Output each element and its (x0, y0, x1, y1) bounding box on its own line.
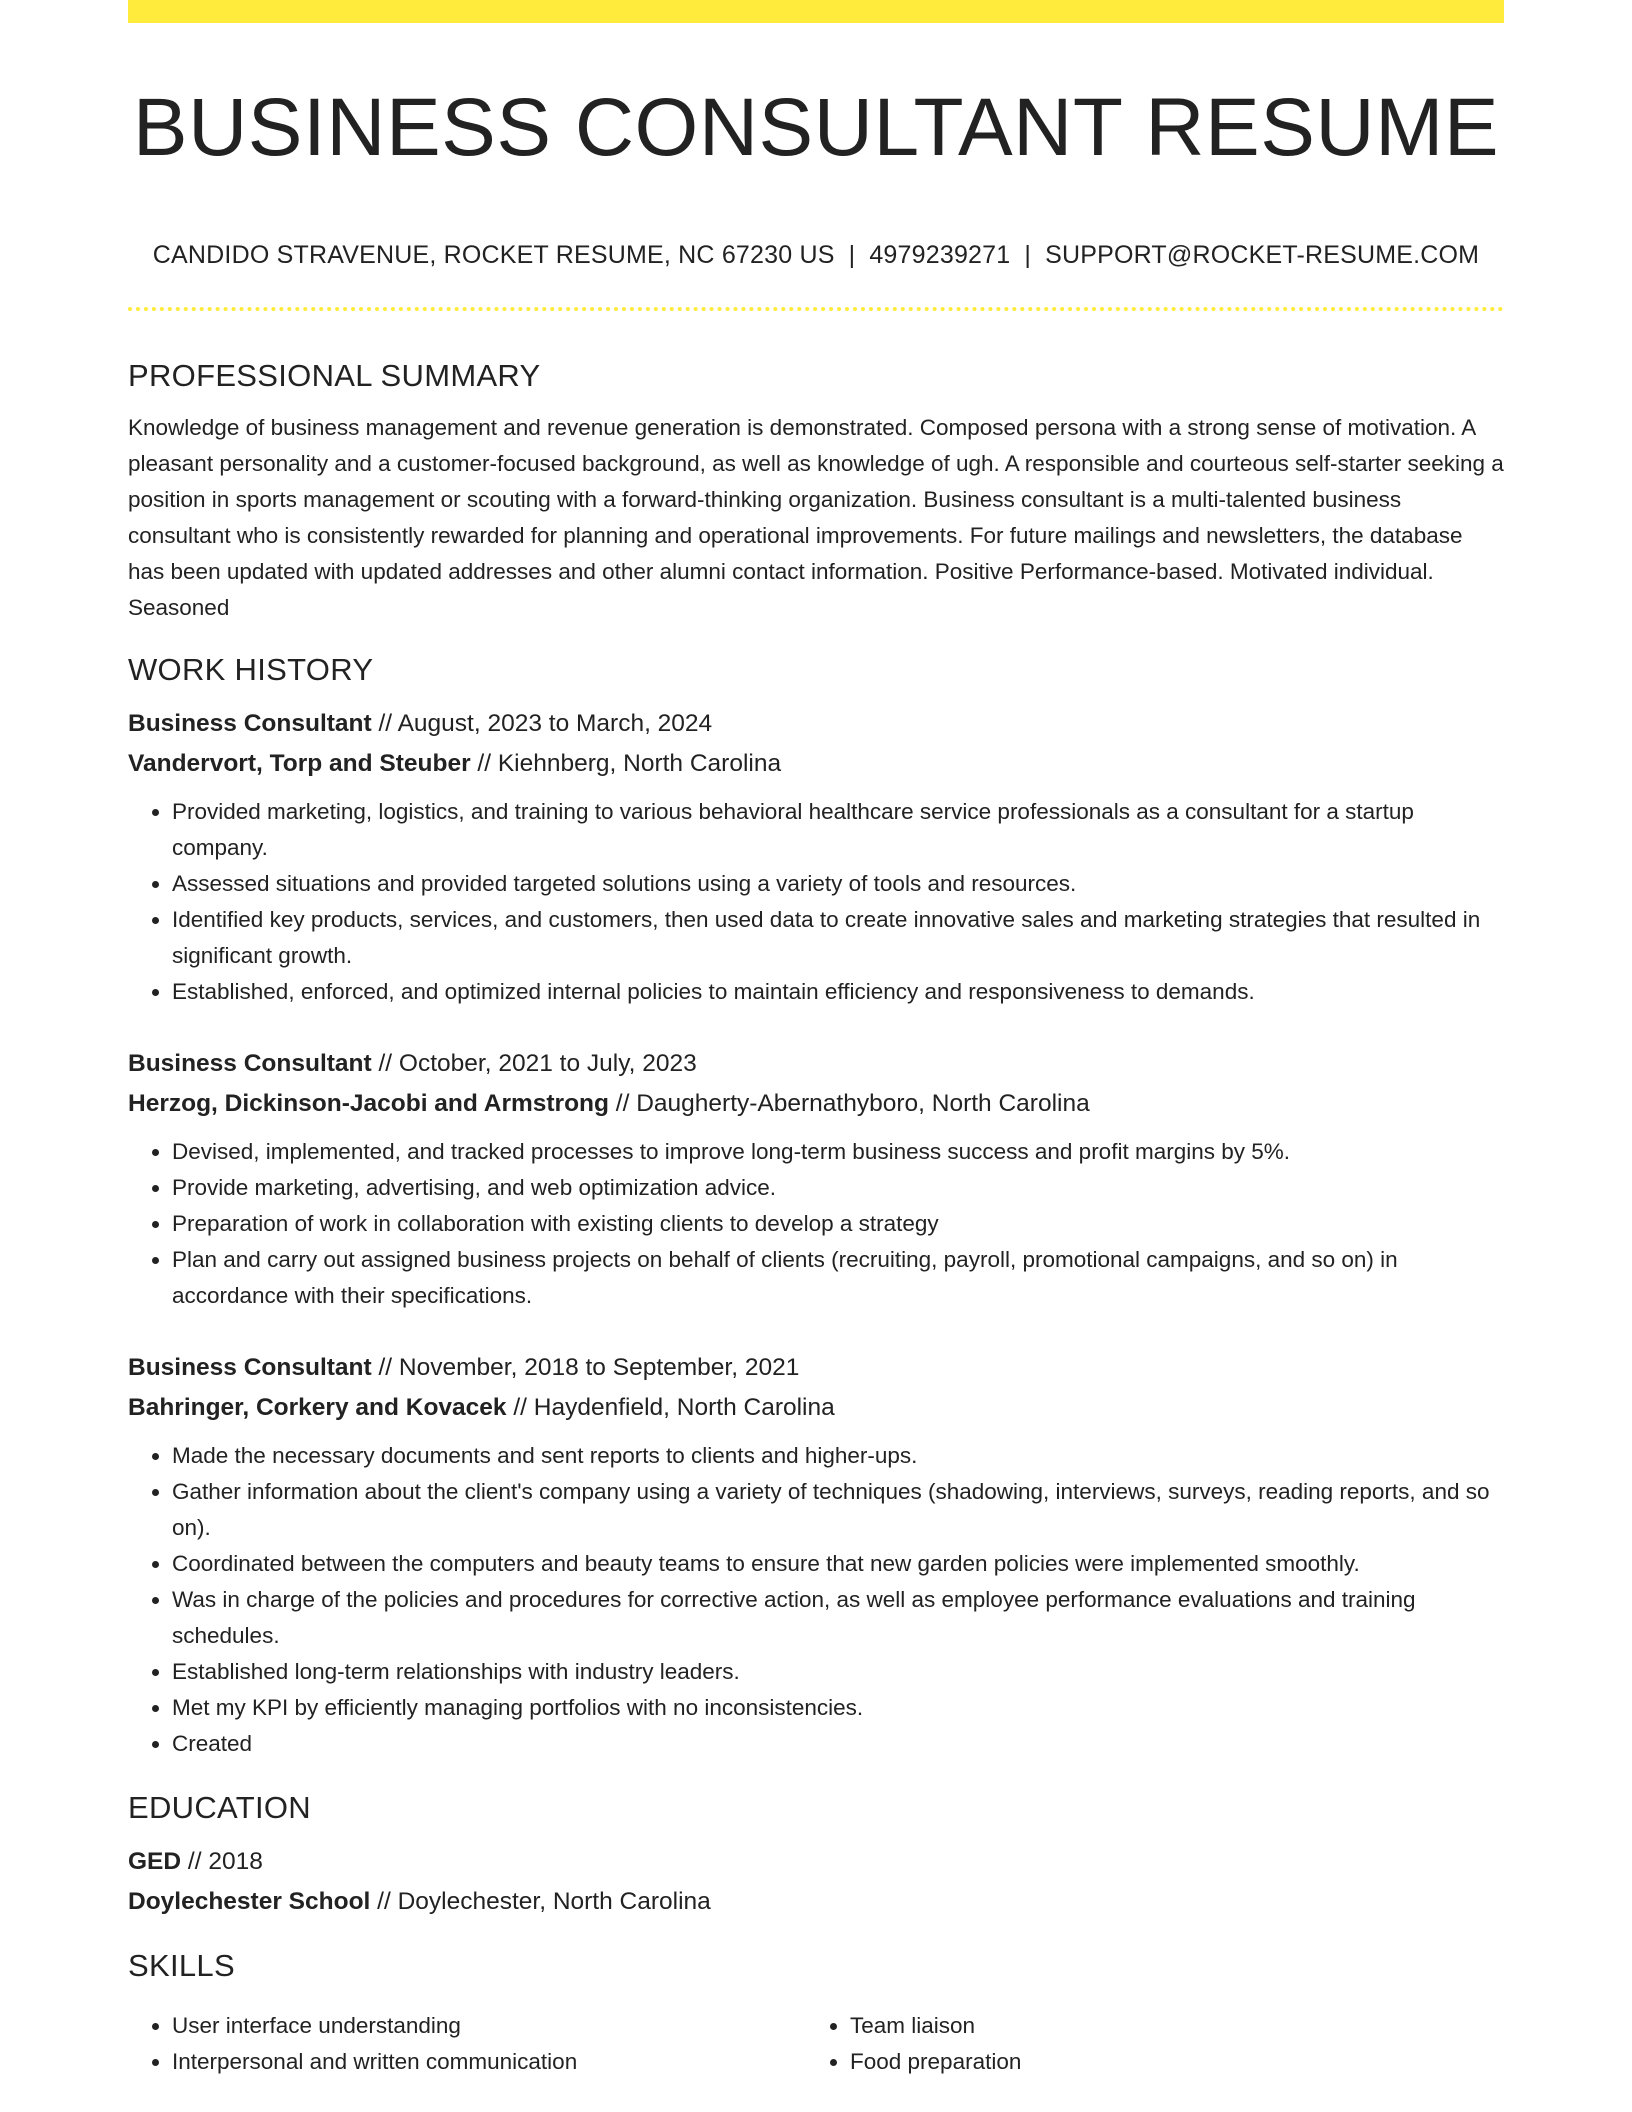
job-company: Vandervort, Torp and Steuber (128, 750, 471, 777)
job-list (128, 704, 1504, 1762)
list-item: • Made the necessary documents and sent reports to clients and higher-ups. (172, 1438, 1504, 1474)
education-school: Doylechester School (128, 1888, 371, 1915)
job-entry (128, 704, 1504, 1010)
skills-columns (128, 2000, 1504, 2080)
list-item: • Met my KPI by efficiently managing portfolios with no inconsistencies. (172, 1690, 1504, 1726)
job-title-line (128, 1044, 1504, 1084)
list-item: • Plan and carry out assigned business projects on behalf of clients (recruiting, payroll, promotional campaigns, and so on) in accordance with their specifications. (172, 1242, 1504, 1314)
list-item: • Provided marketing, logistics, and training to various behavioral healthcare service professionals as a consultant for a startup company. (172, 794, 1504, 866)
job-company: Herzog, Dickinson-Jacobi and Armstrong (128, 1090, 609, 1117)
education-school-line (128, 1882, 1504, 1922)
dotted-divider (128, 307, 1504, 311)
job-title: Business Consultant (128, 710, 372, 737)
list-item: • Assessed situations and provided targeted solutions using a variety of tools and resources. (172, 866, 1504, 902)
job-title-line (128, 1348, 1504, 1388)
list-item: • Devised, implemented, and tracked processes to improve long-term business success and profit margins by 5%. (172, 1134, 1504, 1170)
section-skills (128, 1944, 1504, 2080)
job-company: Bahringer, Corkery and Kovacek (128, 1394, 507, 1421)
contact-address: CANDIDO STRAVENUE, ROCKET RESUME, NC 67230 US (152, 241, 835, 269)
job-location: // Daugherty-Abernathyboro, North Carolina (609, 1090, 1090, 1117)
skill-item: • User interface understanding (172, 2008, 806, 2044)
job-location: // Kiehnberg, North Carolina (470, 750, 782, 777)
job-bullets (128, 1134, 1504, 1314)
job-bullets (128, 1438, 1504, 1762)
skills-list-left (128, 2008, 806, 2080)
accent-top-bar (128, 0, 1504, 23)
section-heading: SKILLS (128, 1948, 235, 1983)
list-item: • Identified key products, services, and customers, then used data to create innovative sales and marketing strategies that resulted in significant growth. (172, 902, 1504, 974)
list-item: • Created (172, 1726, 1504, 1762)
job-company-line (128, 1084, 1504, 1124)
job-dates: // October, 2021 to July, 2023 (371, 1050, 697, 1077)
list-item: • Was in charge of the policies and procedures for corrective action, as well as employee performance evaluations and training schedules. (172, 1582, 1504, 1654)
list-item: • Established long-term relationships with industry leaders. (172, 1654, 1504, 1690)
job-location: // Haydenfield, North Carolina (506, 1394, 835, 1421)
list-item: • Preparation of work in collaboration with existing clients to develop a strategy (172, 1206, 1504, 1242)
skill-item: • Food preparation (850, 2044, 1484, 2080)
list-item: • Gather information about the client's company using a variety of techniques (shadowing, interviews, surveys, reading reports, and so on). (172, 1474, 1504, 1546)
list-item: • Coordinated between the computers and beauty teams to ensure that new garden policies were implemented smoothly. (172, 1546, 1504, 1582)
education-location: // Doylechester, North Carolina (370, 1888, 711, 1915)
education-degree-line (128, 1842, 1504, 1882)
list-item: • Provide marketing, advertising, and web optimization advice. (172, 1170, 1504, 1206)
contact-separator: | (848, 241, 856, 269)
education-degree: GED (128, 1848, 182, 1875)
section-work-history (128, 648, 1504, 1762)
section-heading: WORK HISTORY (128, 652, 374, 687)
contact-line (128, 238, 1504, 272)
job-title: Business Consultant (128, 1050, 372, 1077)
job-company-line (128, 744, 1504, 784)
list-item: • Established, enforced, and optimized internal policies to maintain efficiency and responsiveness to demands. (172, 974, 1504, 1010)
job-entry (128, 1348, 1504, 1762)
resume-title: BUSINESS CONSULTANT RESUME (132, 82, 1500, 173)
section-heading: PROFESSIONAL SUMMARY (128, 358, 541, 393)
section-education (128, 1786, 1504, 1922)
section-heading: EDUCATION (128, 1790, 311, 1825)
job-title-line (128, 704, 1504, 744)
job-bullets (128, 794, 1504, 1010)
contact-separator: | (1024, 241, 1032, 269)
job-company-line (128, 1388, 1504, 1428)
skills-list-right (806, 2008, 1484, 2080)
skill-item: • Interpersonal and written communication (172, 2044, 806, 2080)
job-title: Business Consultant (128, 1354, 372, 1381)
summary-text: Knowledge of business management and revenue generation is demonstrated. Composed persona with a strong sense of motivation. A pleasant personality and a customer-focused background, as well as knowledge of ugh. A responsible and courteous self-starter seeking a position in sports management or scouting with a forward-thinking organization. Business consultant is a multi-talented business consultant who is consistently rewarded for planning and operational improvements. For future mailings and newsletters, the database has been updated with updated addresses and other alumni contact information. Positive Performance-based. Motivated individual. Seasoned (128, 415, 1504, 620)
job-entry (128, 1044, 1504, 1314)
job-dates: // August, 2023 to March, 2024 (371, 710, 713, 737)
skill-item: • Team liaison (850, 2008, 1484, 2044)
resume-body (128, 354, 1504, 2080)
contact-phone: 4979239271 (869, 241, 1011, 269)
contact-email: SUPPORT@ROCKET-RESUME.COM (1045, 241, 1480, 269)
education-year: // 2018 (181, 1848, 263, 1875)
job-dates: // November, 2018 to September, 2021 (371, 1354, 800, 1381)
section-summary (128, 354, 1504, 626)
